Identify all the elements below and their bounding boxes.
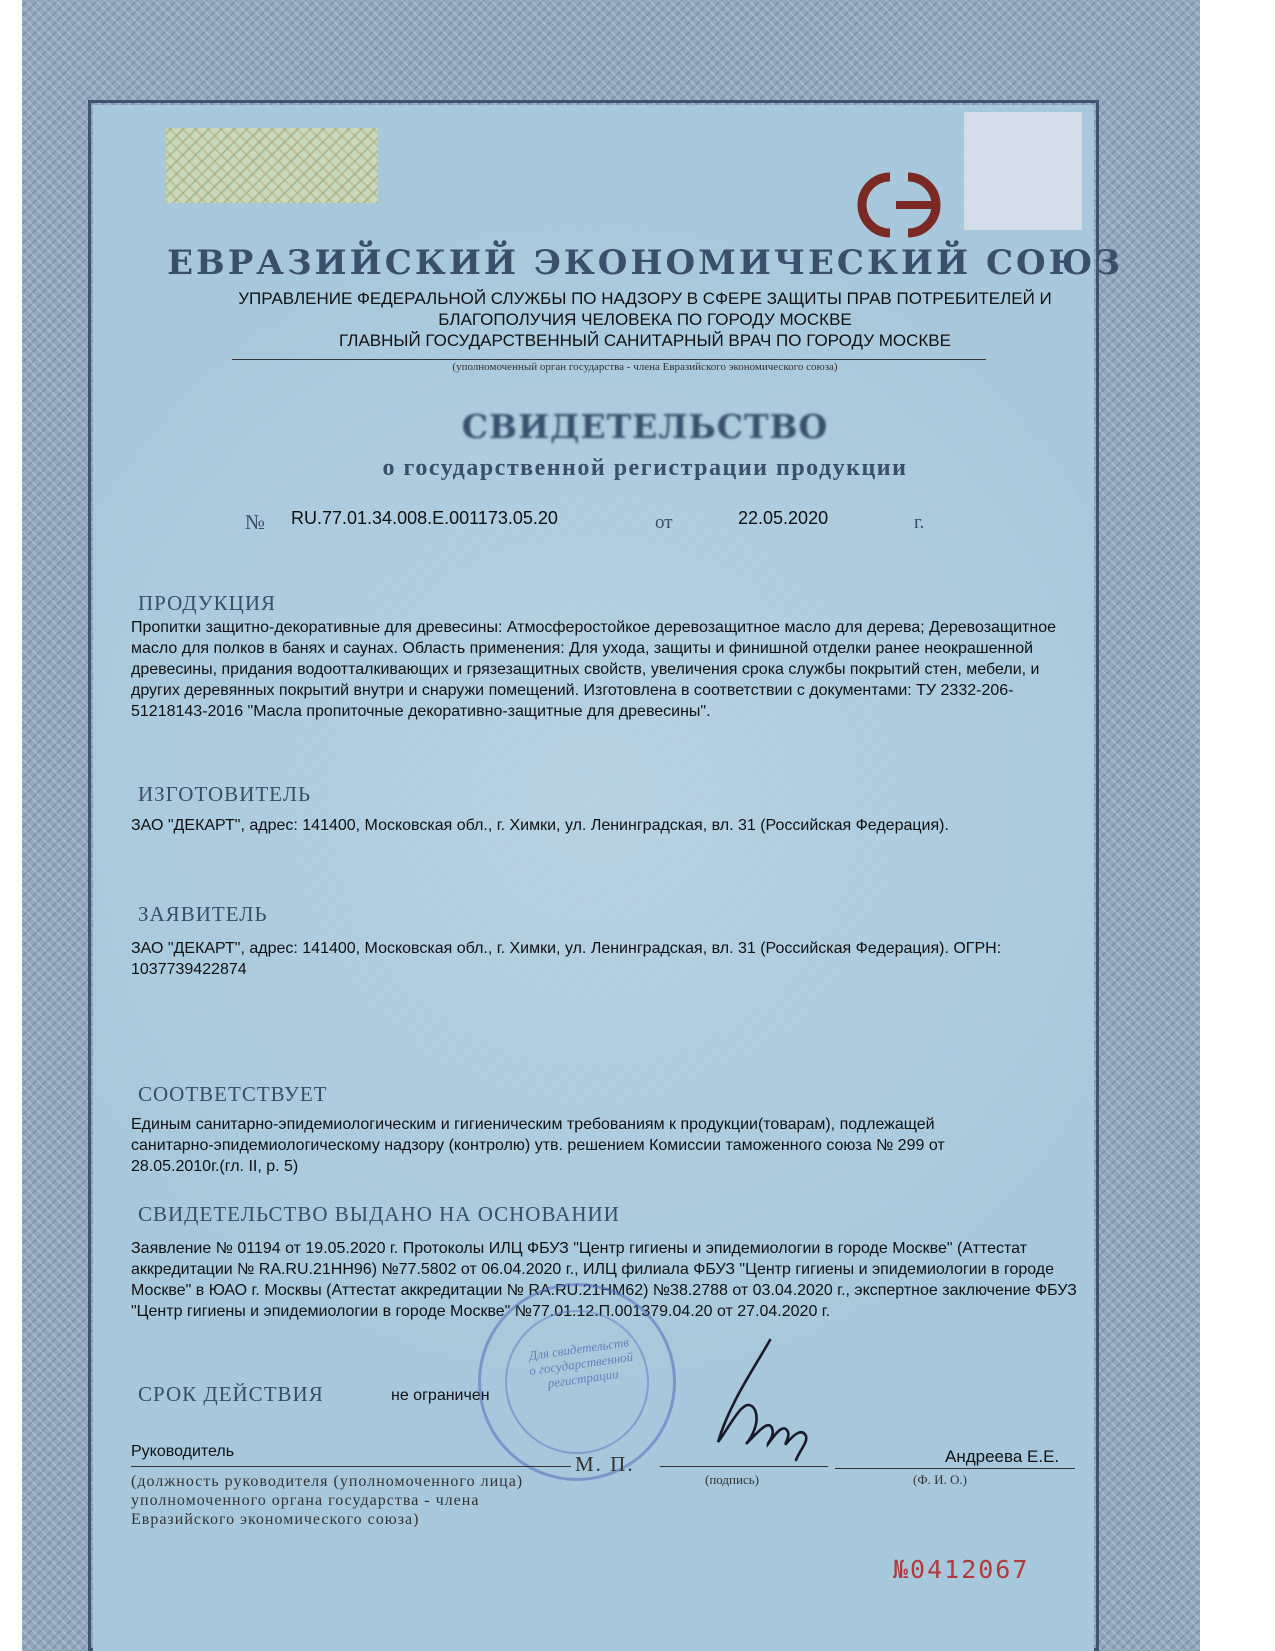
handwritten-signature — [660, 1332, 830, 1462]
authority-line-2: БЛАГОПОЛУЧИЯ ЧЕЛОВЕКА ПО ГОРОДУ МОСКВЕ — [438, 310, 852, 329]
signature-caption: (подпись) — [705, 1472, 759, 1487]
authority-rule — [232, 359, 986, 360]
conforms-text: Единым санитарно-эпидемиологическим и гигиеническим требованиям к продукции(товарам), подлежащей санитарно-эпидемиологическому надзору (контролю) утв. решением Комиссии таможенного союза № 299 от 28.05.2010г.(гл. II, р. 5) — [131, 1116, 945, 1175]
authority-caption: (уполномоченный орган государства - члена Евразийского экономического союза) — [452, 361, 838, 373]
stamp-place-label: М. П. — [575, 1452, 635, 1476]
basis-heading: СВИДЕТЕЛЬСТВО ВЫДАНО НА ОСНОВАНИИ — [138, 1202, 620, 1226]
stamp-text: Для свидетельств о государственной регистрации — [527, 1334, 634, 1391]
name-caption: (Ф. И. О.) — [913, 1472, 967, 1487]
hologram-pattern — [166, 128, 378, 203]
certificate-date: 22.05.2020 — [738, 508, 829, 528]
position-caption: (должность руководителя (уполномоченного лица) уполномоченного органа государства - члена Евразийского экономического союза) — [131, 1473, 524, 1528]
product-text: Пропитки защитно-декоративные для древесины: Атмосферостойкое деревозащитное масло для дерева; Деревозащитное масло для полков в банях и саунах. Область применения: Для ухода, защиты и финишной отделки ранее неокрашенной древесины, придания водоотталкивающих и грязезащитных свойств, увеличения срока службы покрытий стен, мебели, и других деревянных покрытий внутри и снаружи помещений. Изготовлена в соответствии с документами: ТУ 2332-206-51218143-2016 "Масла пропиточные декоративно-защитные для древесины". — [131, 619, 1057, 720]
manufacturer-text: ЗАО "ДЕКАРТ", адрес: 141400, Московская обл., г. Химки, ул. Ленинградская, вл. 31 (Российская Федерация). — [131, 817, 949, 834]
from-label: от — [655, 512, 673, 533]
certificate-subtitle: о государственной регистрации продукции — [382, 455, 908, 481]
blank-corner-area — [964, 112, 1082, 230]
conforms-heading: СООТВЕТСТВУЕТ — [138, 1082, 328, 1106]
number-label: № — [245, 510, 266, 534]
authority-line-3: ГЛАВНЫЙ ГОСУДАРСТВЕННЫЙ САНИТАРНЫЙ ВРАЧ ПО ГОРОДУ МОСКВЕ — [339, 331, 951, 350]
official-name: Андреева Е.Е. — [945, 1447, 1060, 1466]
validity-heading: СРОК ДЕЙСТВИЯ — [138, 1382, 324, 1406]
signature-rule — [660, 1466, 828, 1467]
certificate-title: СВИДЕТЕЛЬСТВО — [461, 407, 829, 446]
product-heading: ПРОДУКЦИЯ — [138, 591, 277, 615]
certificate-number: RU.77.01.34.008.Е.001173.05.20 — [291, 508, 558, 528]
serial-number: №0412067 — [893, 1555, 1030, 1584]
se-logo-icon — [850, 165, 960, 245]
position-rule — [131, 1466, 571, 1467]
year-suffix: г. — [914, 512, 925, 533]
name-rule — [835, 1468, 1075, 1469]
validity-value: не ограничен — [391, 1387, 490, 1404]
basis-text: Заявление № 01194 от 19.05.2020 г. Протоколы ИЛЦ ФБУЗ "Центр гигиены и эпидемиологии в городе Москве" (Аттестат аккредитации № RA.RU.21НН96) №77.5802 от 06.04.2020 г., ИЛЦ филиала ФБУЗ "Центр гигиены и эпидемиологии в городе Москве" в ЮАО г. Москвы (Аттестат аккредитации № RA.RU.21НМ62) №38.2788 от 03.04.2020 г., экспертное заключение ФБУЗ "Центр гигиены и эпидемиологии в городе Москве" №77.01.12.П.001379.04.20 от 27.04.2020 г. — [131, 1240, 1077, 1320]
manufacturer-heading: ИЗГОТОВИТЕЛЬ — [138, 782, 312, 806]
union-title: ЕВРАЗИЙСКИЙ ЭКОНОМИЧЕСКИЙ СОЮЗ — [167, 243, 1123, 283]
authority-line-1: УПРАВЛЕНИЕ ФЕДЕРАЛЬНОЙ СЛУЖБЫ ПО НАДЗОРУ В СФЕРЕ ЗАЩИТЫ ПРАВ ПОТРЕБИТЕЛЕЙ И — [238, 289, 1052, 308]
position-label: Руководитель — [131, 1443, 235, 1460]
applicant-text: ЗАО "ДЕКАРТ", адрес: 141400, Московская обл., г. Химки, ул. Ленинградская, вл. 31 (Российская Федерация). ОГРН: 1037739422874 — [131, 940, 1002, 978]
applicant-heading: ЗАЯВИТЕЛЬ — [138, 902, 268, 926]
